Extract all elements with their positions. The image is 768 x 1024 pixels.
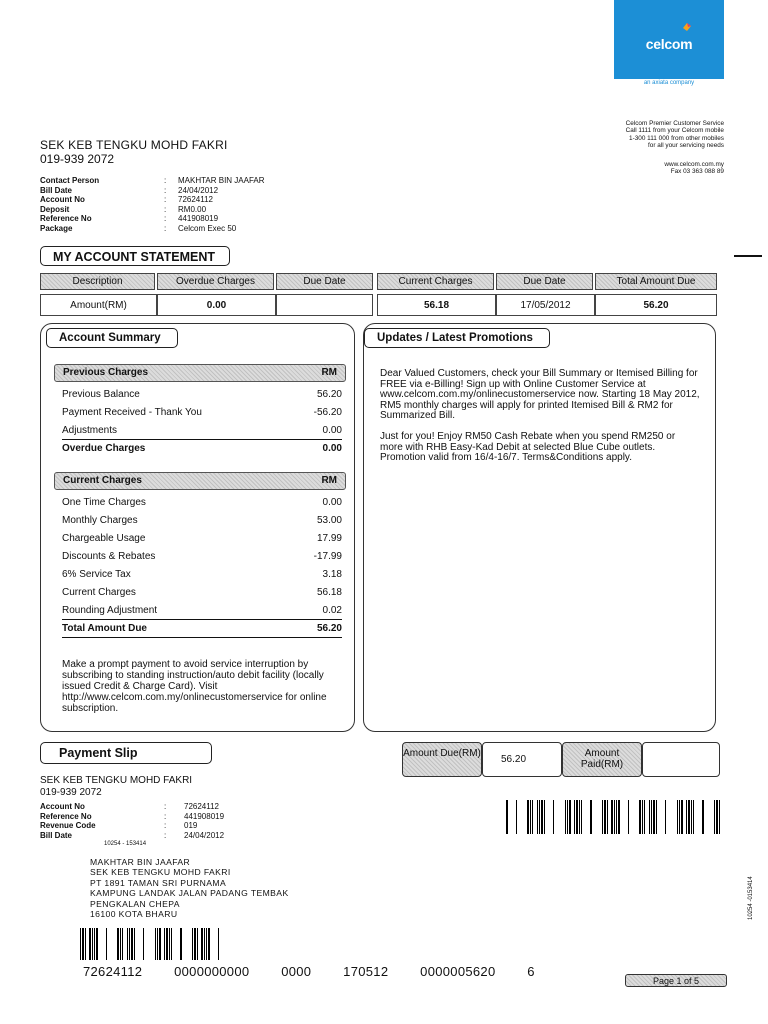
info-row: Bill Date : 24/04/2012 [40,830,225,840]
address-line: MAKHTAR BIN JAAFAR [90,857,191,867]
barcode-bar [539,800,540,834]
slip-customer [40,775,192,799]
line-item-total: Total Amount Due 56.20 [62,619,342,638]
info-label: Reference No [40,811,92,821]
barcode-bar [716,800,718,834]
info-label: Deposit [40,204,70,214]
barcode-bar [516,800,517,834]
barcode-bar [85,928,86,960]
address-line: PT 1891 TAMAN SRI PURNAMA [90,877,227,888]
updates-title: Updates / Latest Promotions [364,328,550,348]
barcode-bar [691,800,692,834]
customer-service-contact [560,120,724,150]
barcode-bar [574,800,575,834]
barcode-bar [576,800,578,834]
barcode-bar [679,800,680,834]
barcode-bar [129,928,130,960]
barcode-bar [681,800,683,834]
table-header: Description [40,273,155,290]
account-info [40,176,265,234]
barcode-bar [677,800,678,834]
table-cell: 56.18 [377,294,496,316]
fax-number: Fax 03 363 088 89 [670,168,724,176]
table-cell: Amount(RM) [40,294,157,316]
amount-due-value: 56.20 [482,742,562,777]
barcode-bar [656,800,657,834]
address-line: 16100 KOTA BHARU [90,909,178,920]
line-item: Payment Received - Thank You -56.20 [62,407,342,418]
barcode-bar [122,928,123,960]
barcode-bar [169,928,170,960]
barcode-bar [166,928,168,960]
barcode-bar [567,800,568,834]
info-row: Account No : 72624112 [40,802,219,811]
info-row: Package : Celcom Exec 50 [40,223,237,233]
brand-tagline: an axiata company [643,80,695,86]
barcode-bar [194,928,196,960]
barcode-bar [628,800,629,834]
barcode-bar [131,928,133,960]
previous-charges-lines [62,386,342,458]
customer-phone: 019-939 2072 [40,152,115,166]
barcode-bar [602,800,603,834]
barcode-bar [96,928,98,960]
info-value: 72624112 [184,802,219,811]
line-item: Adjustments 0.00 [62,425,342,436]
barcode-bar [579,800,580,834]
address-line: PENGKALAN CHEPA [90,898,180,909]
contact-line: for all your servicing needs [647,142,724,150]
line-item: 6% Service Tax 3.18 [62,569,342,580]
current-charges-header [54,472,346,490]
barcode-right [506,800,722,834]
barcode-bar [206,928,207,960]
info-label: Revenue Code [40,821,96,831]
barcode-bar [644,800,645,834]
statement-title: MY ACCOUNT STATEMENT [40,246,230,266]
info-row: Reference No : 441908019 [40,811,225,821]
address-line: SEK KEB TENGKU MOHD FAKRI [90,867,231,878]
info-value: 72624112 [178,195,213,205]
info-value: RM0.00 [178,204,207,214]
barcode-bar [651,800,652,834]
info-row: Deposit : RM0.00 [40,204,207,214]
table-cell: 0.00 [157,294,276,316]
info-label: Account No [40,195,85,205]
info-row: Bill Date : 24/04/2012 [40,185,219,195]
barcode-bar [702,800,704,834]
info-label: Account No [40,802,85,811]
barcode-bar [569,800,571,834]
contact-line: Call 1111 from your Celcom mobile [625,127,724,135]
barcode-bar [159,928,161,960]
celcom-swirl-icon [682,22,692,32]
barcode-bar [201,928,203,960]
barcode-bar [134,928,135,960]
barcode-bar [208,928,210,960]
barcode-bar [506,800,508,834]
section-label: Current Charges [63,475,142,486]
barcode-bar [89,928,91,960]
table-header: Total Amount Due [595,273,717,290]
divider-mark [734,255,762,257]
info-label: Bill Date [40,185,73,195]
barcode-bar [192,928,193,960]
barcode-bar [143,928,144,960]
barcode-bar [106,928,107,960]
line-item: Rounding Adjustment 0.02 [62,605,342,616]
amount-paid-input[interactable] [642,742,720,777]
info-value: Celcom Exec 50 [178,223,237,233]
contact-line: Celcom Premier Customer Service [625,120,724,127]
section-unit: RM [321,475,337,486]
info-row: Contact Person : MAKHTAR BIN JAAFAR [40,176,265,185]
barcode-bar [639,800,641,834]
section-unit: RM [321,367,337,378]
barcode-bar [180,928,182,960]
barcode-bar [618,800,620,834]
mailing-address [90,857,289,919]
promotions-text [380,369,700,474]
barcode-bar [120,928,121,960]
barcode-bar [94,928,95,960]
barcode-bar [171,928,172,960]
info-label: Bill Date [40,830,73,840]
table-header: Overdue Charges [157,273,274,290]
barcode-bar [614,800,615,834]
vertical-code: 10254 -0153414 [748,876,754,920]
line-item-total: Overdue Charges 0.00 [62,439,342,457]
barcode-bar [117,928,119,960]
barcode-bar [544,800,545,834]
info-value: 019 [184,821,198,831]
barcode-bar [82,928,84,960]
barcode-bar [719,800,720,834]
barcode-bar [565,800,566,834]
info-value: 24/04/2012 [184,830,225,840]
barcode-bar [532,800,533,834]
info-label: Reference No [40,214,92,224]
barcode-bar [537,800,538,834]
barcode-bar [527,800,529,834]
info-row: Revenue Code : 019 [40,821,198,831]
info-value: 441908019 [178,214,219,224]
barcode-bar [553,800,554,834]
line-item: One Time Charges 0.00 [62,497,342,508]
page-indicator: Page 1 of 5 [625,974,727,987]
promo-paragraph: Just for you! Enjoy RM50 Cash Rebate when you spend RM250 or more with RHB Easy-Kad Debit at selected Blue Cube outlets. Promotion valid from 16/4-16/7. Terms&Conditions apply. [380,430,676,464]
info-label: Package [40,223,73,233]
barcode-bar [604,800,606,834]
barcode-bar [92,928,93,960]
amount-due-label: Amount Due(RM) [402,742,482,777]
barcode-bar [714,800,715,834]
table-header: Due Date [496,273,593,290]
barcode-bar [155,928,156,960]
barcode-bar [616,800,617,834]
line-item: Previous Balance 56.20 [62,389,342,400]
slip-customer-name: SEK KEB TENGKU MOHD FAKRI [40,775,193,786]
barcode-bar [642,800,643,834]
barcode-bar [649,800,650,834]
barcode-bar [164,928,165,960]
slip-info [40,802,224,850]
payment-note: Make a prompt payment to avoid service interruption by subscribing to standing instruction/auto debit facility (locally issued Credit & Charge Card). Visit http://www.celcom.com.my/onlinecustomerservice for online subscription. [62,659,327,714]
section-label: Previous Charges [63,367,149,378]
website-link[interactable]: www.celcom.com.my [664,161,724,168]
table-header: Current Charges [377,273,494,290]
info-value: 441908019 [184,811,225,821]
slip-customer-phone: 019-939 2072 [40,787,102,798]
barcode-bar [530,800,531,834]
barcode-bar [607,800,608,834]
barcode-bar [541,800,543,834]
barcode-bar [653,800,655,834]
table-cell: 56.20 [595,294,717,316]
barcode-bar [197,928,198,960]
barcode-bar [688,800,690,834]
contact-line: 1-300 111 000 from other mobiles [629,134,724,142]
info-row: Reference No : 441908019 [40,214,219,224]
table-header: Due Date [276,273,373,290]
amount-paid-label: Amount Paid(RM) [562,742,642,777]
barcode-bar [204,928,205,960]
account-summary-title: Account Summary [46,328,178,348]
table-cell: 17/05/2012 [496,294,595,316]
brand-name: celcom [645,36,693,52]
current-charges-lines [62,494,342,640]
barcode-bar [665,800,666,834]
address-line: KAMPUNG LANDAK JALAN PADANG TEMBAK [90,888,289,899]
line-item: Chargeable Usage 17.99 [62,533,342,544]
barcode-bar [693,800,694,834]
line-item: Current Charges 56.18 [62,587,342,598]
barcode-left [73,928,229,960]
customer-name: SEK KEB TENGKU MOHD FAKRI [40,138,228,152]
barcode-bar [590,800,592,834]
barcode-bar [218,928,219,960]
line-item: Monthly Charges 53.00 [62,515,342,526]
barcode-bar [611,800,613,834]
celcom-logo [614,0,724,79]
payment-slip-title: Payment Slip [40,742,212,764]
barcode-bar [157,928,158,960]
barcode-bar [80,928,81,960]
barcode-bar [686,800,687,834]
payment-code-line: 72624112 0000000000 0000 170512 0000005620 6 [83,964,535,979]
promo-paragraph: Dear Valued Customers, check your Bill Summary or Itemised Billing for FREE via e-Billing! Sign up with Online Customer Service at www.celcom.com.my/onlinecustomerservice now. Starting 18 May 2012, RM5 monthly charges will apply for printed Itemised Bill & RM2 for Summarized Bill. [380,368,700,422]
info-row: Account No : 72624112 [40,195,213,205]
small-code: 10254 - 153414 [104,841,147,848]
table-cell [276,294,373,316]
info-value: MAKHTAR BIN JAAFAR [178,176,265,185]
line-item: Discounts & Rebates -17.99 [62,551,342,562]
previous-charges-header [54,364,346,382]
barcode-bar [581,800,582,834]
barcode-bar [127,928,128,960]
info-label: Contact Person [40,176,100,185]
web-and-fax [560,161,724,176]
info-value: 24/04/2012 [178,185,219,195]
